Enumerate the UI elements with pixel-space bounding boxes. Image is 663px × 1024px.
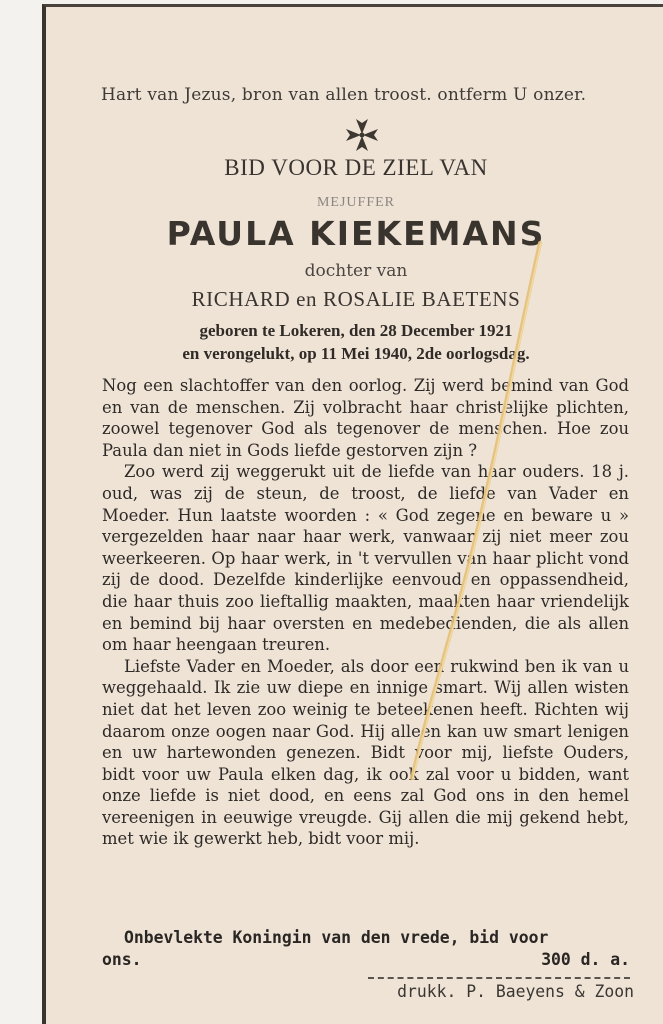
memorial-card [42, 4, 663, 1024]
paragraph: Zoo werd zij weggerukt uit de liefde van haar ouders. 18 j. oud, was zij de steun, de troost, de liefde van Vader en Moeder. Hun laatste woorden : « God zegene en beware u » vergezelden haar naar haar werk, vanwaar zij niet meer zou weerkeeren. Op haar werk, in 't vervullen van haar plicht vond zij de dood. Dezelfde kinderlijke eenvoud en oppassendheid, die haar thuis zoo lieftallig maakten, maakten haar vriendelijk en bemind bij haar oversten en medebedienden, die als allen om haar heengaan treuren. [102, 462, 629, 655]
closing-prayer [102, 927, 630, 971]
printer-credit: drukk. P. Baeyens & Zoon [397, 982, 634, 1001]
indulgence-note: 300 d. a. [541, 950, 630, 969]
invocation-text: Hart van Jezus, bron van allen troost. ontferm U onzer. [101, 85, 587, 105]
deceased-name: PAULA KIEKEMANS [166, 214, 546, 253]
closing-line-2: ons. [102, 950, 142, 969]
death-line: en verongelukt, op 11 Mei 1940, 2de oorlogsdag. [182, 344, 530, 363]
closing-line-2-row [102, 949, 630, 971]
closing-line-1: Onbevlekte Koningin van den vrede, bid voor [124, 928, 549, 947]
parents-names: RICHARD en ROSALIE BAETENS [191, 287, 521, 311]
prayer-heading: BID VOOR DE ZIEL VAN [224, 155, 488, 180]
divider [368, 977, 630, 979]
paragraph: Nog een slachtoffer van den oorlog. Zij werd bemind van God en van de menschen. Zij volbracht haar christelijke plichten, zoowel tegenover God als tegenover de menschen. Hoe zou Paula dan niet in Gods liefde gestorven zijn ? [102, 376, 629, 460]
memorial-text [102, 375, 629, 850]
relation-text: dochter van [304, 261, 408, 281]
honorific-title: MEJUFFER [316, 195, 396, 210]
paragraph: Liefste Vader en Moeder, als door een rukwind ben ik van u weggehaald. Ik zie uw diepe en innige smart. Wij allen wisten niet dat het leven zoo weinig te beteekenen heeft. Richten wij daarom onze oogen naar God. Hij alleen kan uw smart lenigen en uw hartewonden genezen. Bidt voor mij, liefste Ouders, bidt voor uw Paula elken dag, ik ook zal voor u bidden, want onze liefde is niet dood, en eens zal God ons in den hemel vereenigen in eeuwige vreugde. Gij allen die mij gekend hebt, met wie ik gewerkt heb, bidt voor mij. [102, 656, 629, 849]
birth-line: geboren te Lokeren, den 28 December 1921 [199, 321, 513, 340]
maltese-cross-icon [342, 115, 382, 155]
